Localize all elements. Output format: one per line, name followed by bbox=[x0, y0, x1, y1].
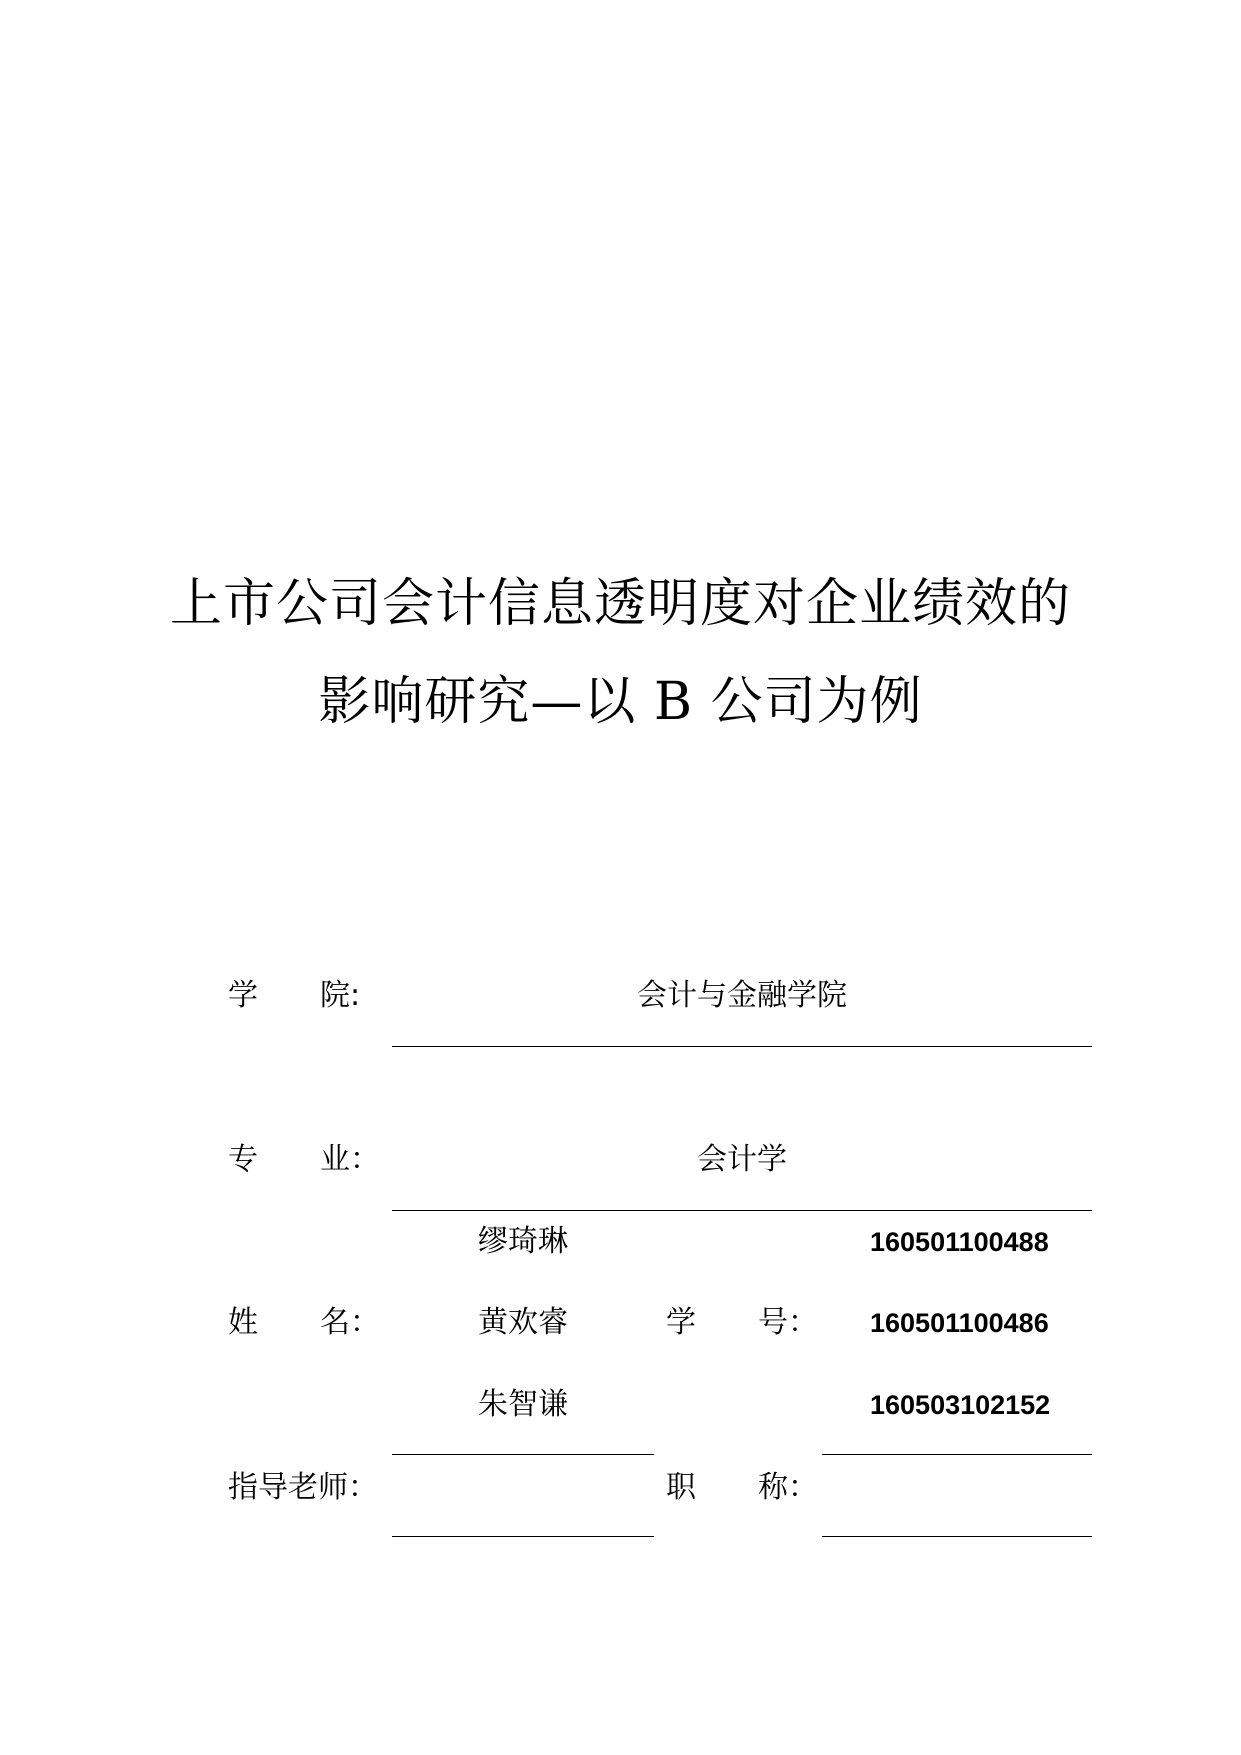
name-label-char-2: 名： bbox=[320, 1305, 380, 1340]
title-rank-label-char-1: 职 bbox=[666, 1470, 696, 1505]
student-id-2: 160501100486 bbox=[870, 1308, 1049, 1338]
college-label-char-2: 院: bbox=[320, 978, 361, 1013]
title-rank-label-char-2: 称： bbox=[758, 1470, 818, 1505]
college-label-char-1: 学 bbox=[228, 978, 258, 1013]
student-id-label-char-2: 号： bbox=[758, 1305, 818, 1340]
major-value: 会计学 bbox=[697, 1142, 787, 1177]
name-label-char-1: 姓 bbox=[228, 1305, 258, 1340]
name-underline bbox=[392, 1454, 654, 1455]
title-rank-underline bbox=[822, 1536, 1092, 1537]
student-name-3: 朱智谦 bbox=[478, 1387, 568, 1422]
college-value: 会计与金融学院 bbox=[637, 978, 847, 1013]
thesis-title-line-2: 影响研究—以 B 公司为例 bbox=[318, 672, 923, 732]
student-id-1: 160501100488 bbox=[870, 1227, 1049, 1257]
student-name-1: 缪琦琳 bbox=[478, 1224, 568, 1259]
student-id-underline bbox=[822, 1454, 1092, 1455]
thesis-title-line-1: 上市公司会计信息透明度对企业绩效的 bbox=[169, 574, 1071, 634]
advisor-underline bbox=[392, 1536, 654, 1537]
advisor-label: 指导老师： bbox=[228, 1470, 378, 1505]
student-name-2: 黄欢睿 bbox=[478, 1305, 568, 1340]
major-label-char-1: 专 bbox=[228, 1142, 258, 1177]
major-label-char-2: 业： bbox=[320, 1142, 380, 1177]
student-id-label-char-1: 学 bbox=[666, 1305, 696, 1340]
major-underline bbox=[392, 1210, 1092, 1211]
college-underline bbox=[392, 1046, 1092, 1047]
student-id-3: 160503102152 bbox=[870, 1390, 1051, 1420]
